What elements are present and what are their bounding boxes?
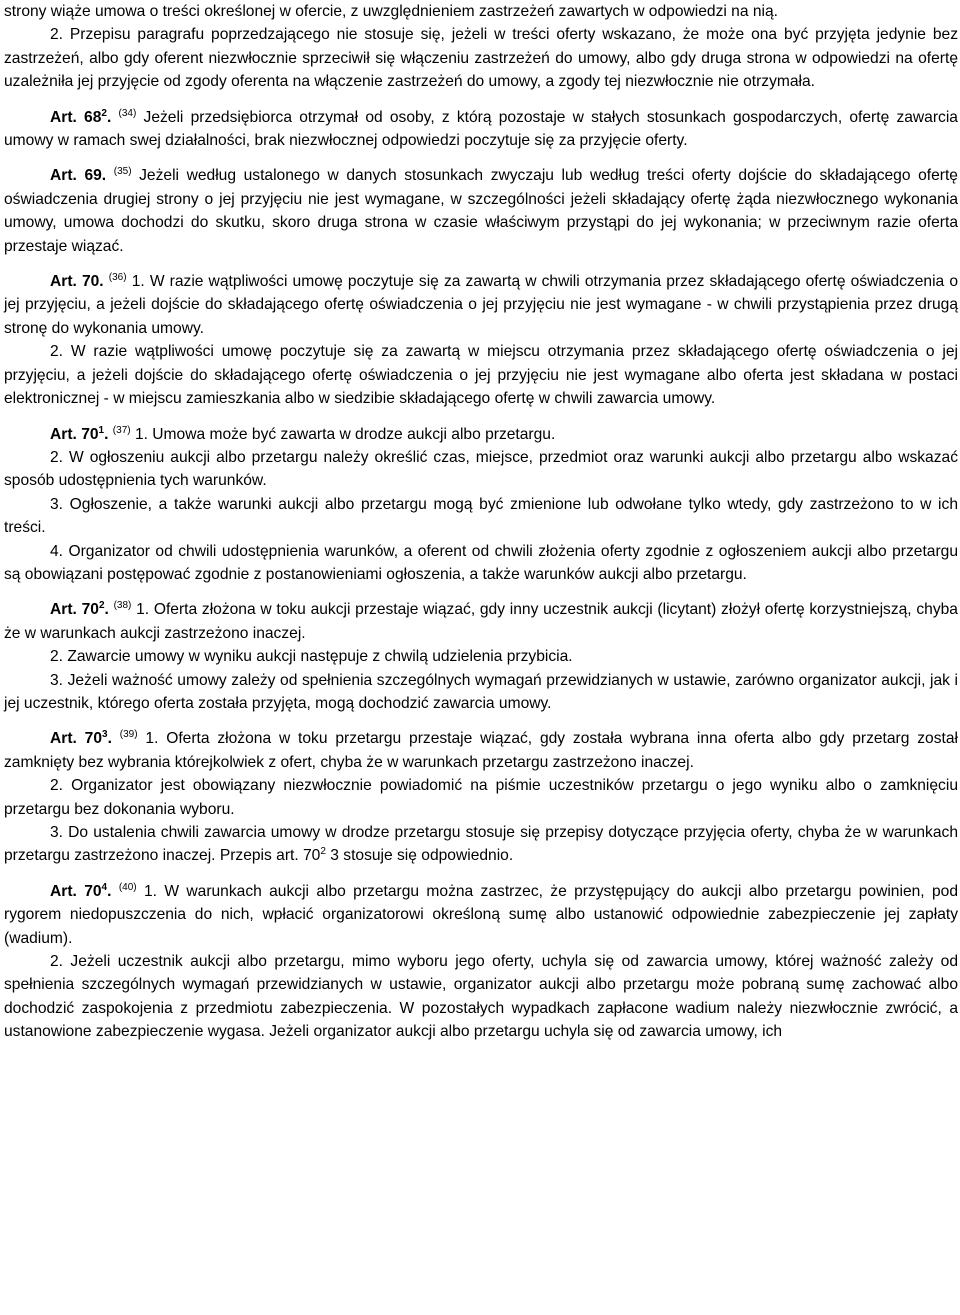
article-70-1-heading: Art. $70^1$. [50, 424, 109, 443]
footnote-ref-35: (35) [113, 166, 132, 178]
article-70-3-paragraph-1: 1. Oferta złożona w toku przetargu przestaje wiązać, gdy została wybrana inna oferta albo gdy przetarg został zamknięty bez wybrania którejkolwiek z ofert, chyba że w warunkach przetargu zastrzeżono inaczej. [4, 730, 958, 771]
article-70-4-paragraph-1: 1. W warunkach aukcji albo przetargu można zastrzec, że przystępujący do aukcji albo przetargu powinien, pod rygorem niedopuszczenia do nich, wpłacić organizatorowi określoną sumę albo ustanowić odpowiednie zabezpieczenie jej zapłaty (wadium). [4, 882, 958, 947]
article-70 [4, 270, 958, 340]
document-page [4, 0, 958, 1044]
paragraph-continuation: strony wiąże umowa o treści określonej w ofercie, z uwzględnieniem zastrzeżeń zawartych w odpowiedzi na nią. [4, 3, 778, 20]
article-70-2-paragraph-2: 2. Zawarcie umowy w wyniku aukcji następuje z chwilą udzielenia przybicia. [50, 648, 573, 666]
article-70-paragraph-2: 2. W razie wątpliwości umowę poczytuje się za zawartą w miejscu otrzymania przez składającego ofertę oświadczenia o jej przyjęciu, a jeżeli dojście do składającego ofertę oświadczenia o jej przyjęciu nie jest wymagane albo oferta jest składana w postaci elektronicznej - w miejscu zamieszkania albo w siedzibie składającego ofertę w chwili zawarcia umowy. [4, 343, 958, 408]
article-69 [4, 164, 958, 258]
article-69-heading: Art. 69. [50, 167, 107, 185]
article-70-paragraph-1: 1. W razie wątpliwości umowę poczytuje się za zawartą w chwili otrzymania przez składającego ofertę oświadczenia o jej przyjęciu, a jeżeli dojście do składającego ofertę oświadczenia o jej przyjęciu nie jest wymagane - w chwili przystąpienia przez drugą stronę do wykonania umowy. [4, 273, 958, 337]
article-70-4-paragraph-2: 2. Jeżeli uczestnik aukcji albo przetargu, mimo wyboru jego oferty, uchyla się od zawarcia umowy, której ważność zależy od spełnienia szczególnych wymagań przewidzianych w ustawie, organizator aukcji albo przetargu może pobraną sumę zachować albo dochodzić zaspokojenia z przedmiotu zabezpieczenia. W pozostałych wypadkach zapłacone wadium należy niezwłocznie zwrócić, a ustanowione zabezpieczenie wygasa. Jeżeli organizator aukcji albo przetargu uchyla się od zawarcia umowy, ich [4, 953, 958, 1041]
footnote-ref-39: (39) [119, 729, 138, 741]
article-70-3-paragraph-3: 3. Do ustalenia chwili zawarcia umowy w drodze przetargu stosuje się przepisy dotyczące przyjęcia oferty, chyba że w warunkach przetargu zastrzeżono inaczej. Przepis art. $70^2$ 3 stosuje się odpowiednio. [4, 824, 958, 865]
article-70-1-paragraph-2: 2. W ogłoszeniu aukcji albo przetargu należy określić czas, miejsce, przedmiot oraz warunki aukcji albo przetargu albo wskazać sposób udostępnienia tych warunków. [4, 448, 958, 490]
article-70-2-paragraph-1: 1. Oferta złożona w toku aukcji przestaje wiązać, gdy inny uczestnik aukcji (licytant) złożył ofertę korzystniejszą, chyba że w warunkach aukcji zastrzeżono inaczej. [4, 601, 958, 642]
article-70-3-paragraph-2: 2. Organizator jest obowiązany niezwłocznie powiadomić na piśmie uczestników przetargu o jego wyniku albo o zamknięciu przetargu bez dokonania wyboru. [4, 777, 958, 818]
article-68-text: Jeżeli przedsiębiorca otrzymał od osoby, z którą pozostaje w stałych stosunkach gospodarczych, ofertę zawarcia umowy w ramach swej działalności, brak niezwłocznej odpowiedzi poczytuje się za przyjęcie oferty. [4, 108, 958, 150]
article-68 [4, 106, 958, 153]
article-69-text: Jeżeli według ustalonego w danych stosunkach zwyczaju lub według treści oferty dojście do składającego ofertę oświadczenia drugiej strony o jej przyjęciu nie jest wymagane, w szczególności jeżeli składający ofertę żąda niezwłocznego wykonania umowy, umowa dochodzi do skutku, skoro druga strona w czasie właściwym przystąpi do jej wykonania; w przeciwnym razie oferta przestaje wiązać. [4, 167, 958, 255]
article-70-4-heading: Art. $70^4$. [50, 881, 112, 900]
footnote-ref-38: (38) [113, 600, 132, 612]
paragraph-2: 2. Przepisu paragrafu poprzedzającego nie stosuje się, jeżeli w treści oferty wskazano, że może ona być przyjęta jedynie bez zastrzeżeń, albo gdy oferent niezwłocznie sprzeciwił się włączeniu zastrzeżeń do umowy, albo gdy druga strona w odpowiedzi na ofertę uzależniła jej przyjęcie od zgody oferenta na włączenie zastrzeżeń do umowy, a zgody tej niezwłocznie nie otrzymała. [4, 26, 958, 91]
footnote-ref-37: (37) [112, 424, 131, 436]
article-70-4 [4, 880, 958, 950]
article-70-3-heading: Art. $70^3$. [50, 729, 112, 748]
article-70-2-paragraph-3: 3. Jeżeli ważność umowy zależy od spełnienia szczególnych wymagań przewidzianych w ustawie, zarówno organizator aukcji, jak i jej uczestnik, którego oferta została przyjęta, mogą dochodzić zawarcia umowy. [4, 671, 958, 712]
article-70-1-paragraph-4: 4. Organizator od chwili udostępnienia warunków, a oferent od chwili złożenia oferty zgodnie z ogłoszeniem aukcji albo przetargu są obowiązani postępować zgodnie z postanowieniami ogłoszenia, a także warunków aukcji albo przetargu. [4, 542, 958, 583]
article-70-heading: Art. 70. [50, 273, 104, 291]
article-70-3 [4, 727, 958, 774]
footnote-ref-40: (40) [118, 881, 137, 893]
footnote-ref-36: (36) [108, 272, 127, 284]
article-70-2-heading: Art. $70^2$. [50, 600, 109, 619]
article-70-2 [4, 598, 958, 645]
article-70-1-paragraph-1: 1. Umowa może być zawarta w drodze aukcji albo przetargu. [134, 425, 556, 443]
footnote-ref-34: (34) [118, 107, 137, 119]
article-68-heading: Art. $68^2$. [50, 107, 112, 126]
article-70-1 [4, 423, 958, 446]
article-70-1-paragraph-3: 3. Ogłoszenie, a także warunki aukcji albo przetargu mogą być zmienione lub odwołane tylko wtedy, gdy zastrzeżono to w ich treści. [4, 495, 958, 537]
